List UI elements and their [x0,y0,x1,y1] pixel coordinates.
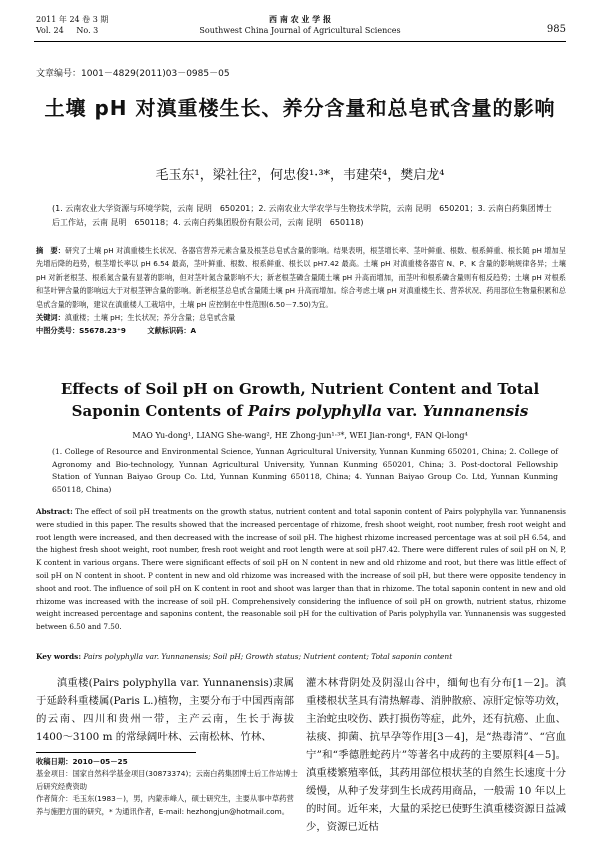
abstract-en-label: Abstract: [36,507,73,516]
title-en-line2-pre: Saponin Contents of [71,402,248,420]
body-right-column [306,674,566,836]
journal-name-cn: 西 南 农 业 学 报 [269,14,331,24]
footnote-author: 作者简介：毛玉东(1983－)，男，内蒙赤峰人，硕士研究生，主要从事中草药营养与施肥方面的研究，* 为通讯作者，E-mail: hezhongjun@hotmail.com。 [36,794,294,816]
classification-cn: 中图分类号：S5678.23⁺9 文献标识码：A [36,326,197,336]
title-en [30,378,570,422]
abstract-cn-text: 研究了土壤 pH 对滇重楼生长状况、各器官营养元素含量及根茎总皂甙含量的影响。结果表明，根茎增长率、茎叶鲜重、根数、根系鲜重、根长随 pH 增加呈先增后降的趋势，根茎增长率以 pH 6.54 最高，茎叶鲜重、根数、根系鲜重、根长以 pH7.42 最高。土壤 pH 对滇重楼各器官 N、P、K 含量的影响规律各异；土壤 pH 对新老根茎、根系氮含量有显著的影响，但对茎叶氮含量影响不大；新老根茎磷含量随土壤 pH 升高而增加，而茎叶和根系磷含量则有相反趋势；土壤 pH 对根系和茎叶钾含量的影响远大于对根茎钾含量的影响。新老根茎总皂甙含量随土壤 pH 升高而增加。综合考虑土壤 pH 对滇重楼生长、营养状况、药用部位生物量积累和总皂甙含量的影响，建议在滇重楼人工栽培中，土壤 pH 应控制在中性范围(6.50－7.50)为宜。 [36,246,566,309]
title-cn: 土壤 pH 对滇重楼生长、养分含量和总皂甙含量的影响 [44,96,556,120]
body-left-column [36,674,294,746]
title-en-species: Pairs polyphylla [247,402,382,420]
keywords-cn-label: 关键词： [36,313,65,323]
footnote-received: 收稿日期：2010－05－25 [36,757,128,766]
keywords-en-text: Pairs polyphylla var. Yunnanensis; Soil pH; Growth status; Nutrient content; Total saponin content [83,652,453,661]
keywords-en [36,652,566,661]
volume-en: Vol. 24 No. 3 [36,26,99,35]
abstract-en [36,506,566,634]
volume-cn: 2011 年 24 卷 3 期 [36,15,109,24]
affiliations-en: (1. College of Resource and Environmental Science, Yunnan Agricultural University, Yunnan Kunming 650201, China; 2. College of Agronomy and Bio-technology, Yunnan Agricultural University, Yunnan Kunming 650201, China; 3. Post-doctoral Fellowship Station of Yunnan Baiyao Group Co. Ltd, Yunnan Kunming 650118, China; 4. Yunnan Baiyao Group Co. Ltd, Yunnan Kunming 650118, China) [52,447,558,494]
affiliations-cn: (1. 云南农业大学资源与环境学院，云南 昆明 650201；2. 云南农业大学农学与生物技术学院，云南 昆明 650201；3. 云南白药集团博士后工作站，云南 昆明 650118；4. 云南白药集团股份有限公司，云南 昆明 650118) [52,204,552,227]
journal-name [160,14,440,36]
abstract-en-text: The effect of soil pH treatments on the growth status, nutrient content and total saponin content of Pairs polyphylla var. Yunnanensis were studied in this paper. The results showed that the increased percentage of rhizome, fresh shoot weight, root number, fresh root weight and root length were increased, and then decreased with the increase of soil pH. The highest rhizome increased percentage was at soil pH 6.54, and the highest fresh shoot weight, root number, fresh root weight and root length were at soil pH7.42. There were different rules of soil pH on N, P, K content in various organs. There were significant effects of soil pH on N content in new and old rhizome and root, but there was little effect of soil pH on N content in shoot. P content in new and old rhizome was increased with the increase of soil pH, but there were opposite tendency in shoot and root. The influence of soil pH on K content in root and shoot was larger than that in rhizome. The total saponin content in new and old rhizome was increased with the increase of soil pH. Comprehensively considering the influence of soil pH on growth, nutrient status, rhizome weight increased percentage and saponins content, the reasonable soil pH for the cultivation of Paris polyphylla var. Yunnanensis was suggested between 6.50 and 7.50. [36,507,566,632]
abstract-cn-block [36,244,566,338]
abstract-cn [36,244,566,311]
header-rule [34,41,566,42]
title-en-variety: Yunnanensis [422,402,529,420]
footnote-fund: 基金项目：国家自然科学基金项目(30873374)；云南白药集团博士后工作站博士后研究经费资助 [36,769,298,791]
volume-info [36,14,108,36]
abstract-cn-label: 摘 要： [36,246,66,255]
footnote-rule [36,752,196,753]
title-en-line2 [30,400,570,422]
authors-cn: 毛玉东¹，梁社往²，何忠俊¹·³*，韦建荣⁴，樊启龙⁴ [155,168,445,183]
title-en-line1: Effects of Soil pH on Growth, Nutrient Content and Total [60,380,540,398]
article-number: 文章编号：1001－4829(2011)03－0985－05 [36,69,230,79]
body-intro-paragraph: 滇重楼(Pairs polyphylla var. Yunnanensis)隶属于延龄科重楼属(Paris L.)植物，主要分布于中国西南部的云南、四川和贵州一带，主产云南，生长于海拔 1400～3100 m 的常绿阔叶林、云南松林、竹林、 [36,677,294,743]
keywords-en-label: Key words: [36,652,82,661]
journal-name-en: Southwest China Journal of Agricultural Sciences [199,26,401,35]
footnote [36,756,298,818]
authors-en: MAO Yu-dong¹, LIANG She-wang², HE Zhong-jun¹·³*, WEI Jian-rong⁴, FAN Qi-long⁴ [132,431,468,440]
page-number: 985 [546,24,566,35]
title-en-line2-mid: var. [381,402,423,420]
keywords-cn-text: 滇重楼；土壤 pH；生长状况；养分含量；总皂甙含量 [64,313,236,323]
body-continued-paragraph: 灌木林背阴处及阴湿山谷中，缅甸也有分布[1－2]。滇重楼根状茎具有清热解毒、消肿散瘀、凉肝定惊等功效，主治蛇虫咬伤、跌打损伤等症，此外，还有抗癌、止血、祛痰、抑菌、抗早孕等作用[3－4]，是“热毒清”、“宫血宁”和“季德胜蛇药片”等著名中成药的主要原料[4－5]。滇重楼繁殖率低，其药用部位根状茎的自然生长速度十分缓慢，从种子发芽到生长成药用商品，一般需 10 年以上的时间。近年来，大量的采挖已使野生滇重楼资源日益减少，资源已近枯 [306,677,566,833]
keywords-cn [36,311,566,324]
